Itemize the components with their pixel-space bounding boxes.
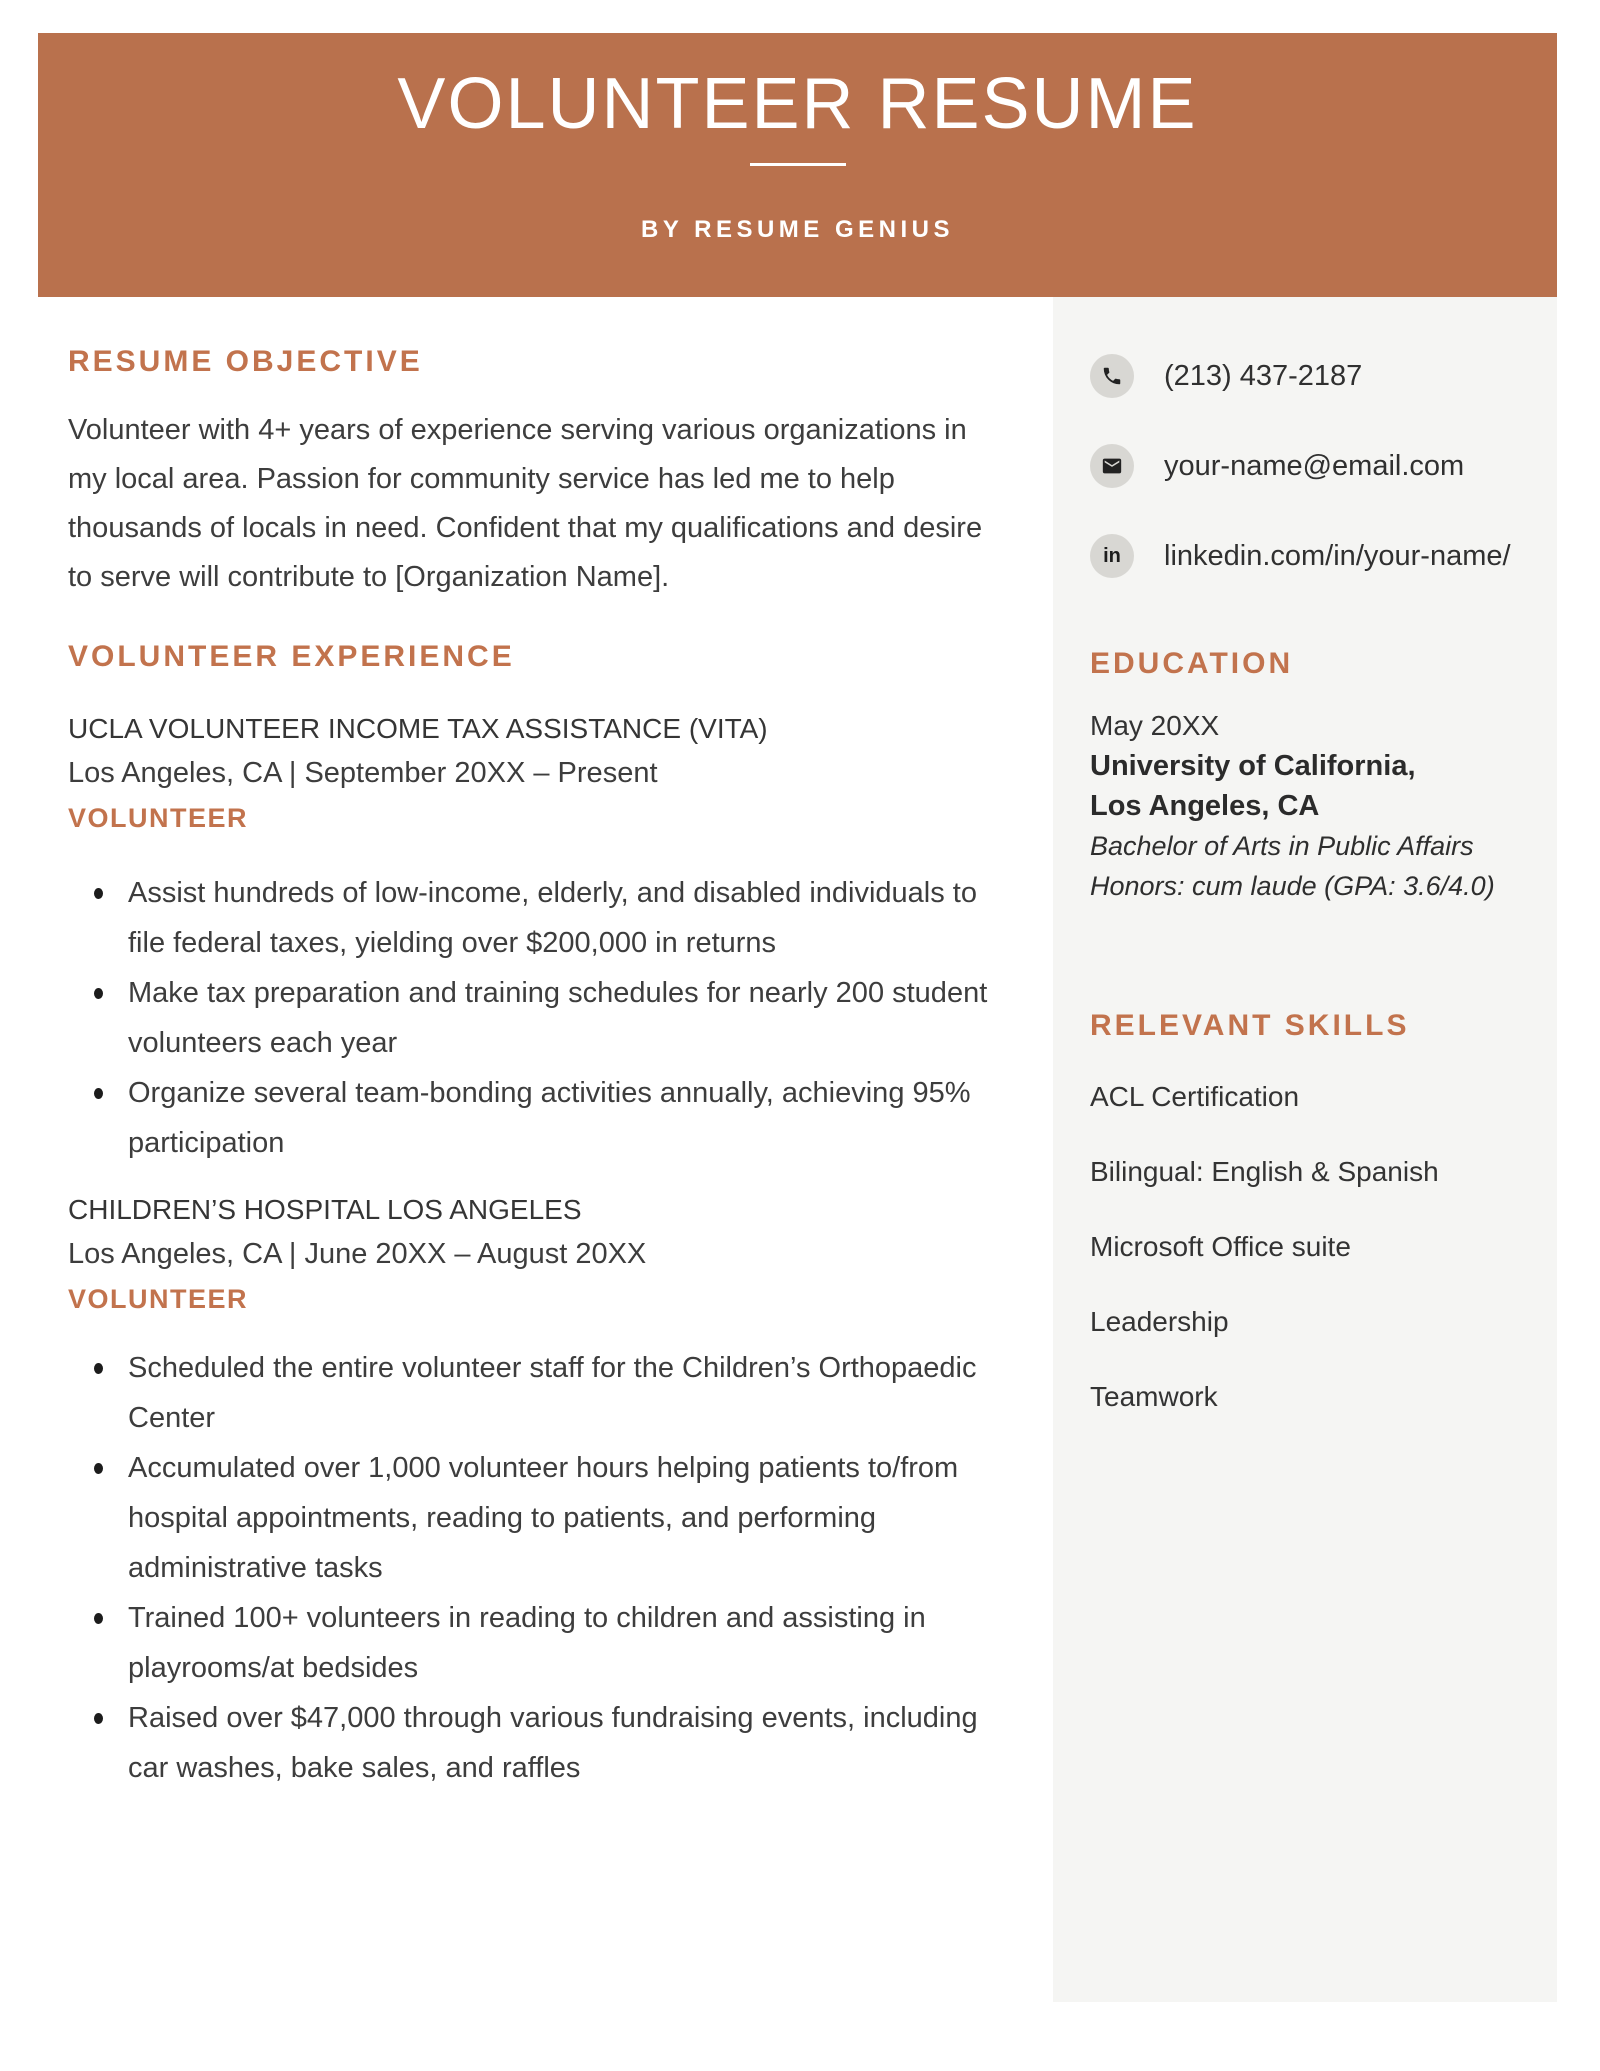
- skill-item: Microsoft Office suite: [1090, 1231, 1351, 1262]
- contact-row-email: [1090, 444, 1539, 488]
- job1-bullet-list: [68, 868, 1013, 1168]
- linkedin-icon: in: [1090, 534, 1134, 578]
- page-subtitle: BY RESUME GENIUS: [641, 216, 954, 243]
- bullet-item: Raised over $47,000 through various fundraising events, including car washes, bake sales, and raffles: [68, 1693, 1013, 1793]
- education-block: [1090, 706, 1539, 906]
- skill-item: ACL Certification: [1090, 1081, 1300, 1112]
- job-entry-2: [68, 1187, 1013, 1793]
- education-date: May 20XX: [1090, 710, 1220, 741]
- education-degree: Bachelor of Arts in Public Affairs: [1090, 831, 1474, 861]
- education-honors: Honors: cum laude (GPA: 3.6/4.0): [1090, 871, 1495, 901]
- skills-list: [1090, 1079, 1539, 1415]
- job2-role: VOLUNTEER: [68, 1284, 249, 1314]
- education-school-line1: University of California,: [1090, 750, 1416, 782]
- job-entry-1: [68, 706, 1013, 1168]
- skill-item: Leadership: [1090, 1306, 1229, 1337]
- job2-organization: CHILDREN’S HOSPITAL LOS ANGELES: [68, 1194, 582, 1225]
- job1-location-dates: Los Angeles, CA | September 20XX – Present: [68, 757, 658, 789]
- contact-row-linkedin: [1090, 534, 1539, 578]
- experience-heading: VOLUNTEER EXPERIENCE: [68, 640, 515, 673]
- bullet-item: Make tax preparation and training schedules for nearly 200 student volunteers each year: [68, 968, 1013, 1068]
- education-heading: EDUCATION: [1090, 647, 1294, 680]
- job1-role: VOLUNTEER: [68, 803, 249, 833]
- contact-row-phone: [1090, 354, 1539, 398]
- bullet-item: Organize several team-bonding activities annually, achieving 95% participation: [68, 1068, 1013, 1168]
- skills-heading: RELEVANT SKILLS: [1090, 1009, 1410, 1042]
- bullet-item: Assist hundreds of low-income, elderly, and disabled individuals to file federal taxes, yielding over $200,000 in returns: [68, 868, 1013, 968]
- main-column: [68, 297, 1013, 1793]
- bullet-item: Accumulated over 1,000 volunteer hours helping patients to/from hospital appointments, reading to patients, and performing administrative tasks: [68, 1443, 1013, 1593]
- title-divider: [750, 163, 846, 166]
- page-title: VOLUNTEER RESUME: [397, 64, 1198, 144]
- banner: [38, 33, 1557, 297]
- sidebar: [1053, 297, 1557, 2002]
- bullet-item: Trained 100+ volunteers in reading to children and assisting in playrooms/at bedsides: [68, 1593, 1013, 1693]
- job2-bullet-list: [68, 1343, 1013, 1793]
- linkedin-url: linkedin.com/in/your-name/: [1164, 539, 1511, 572]
- phone-icon: [1090, 354, 1134, 398]
- education-school-line2: Los Angeles, CA: [1090, 790, 1320, 822]
- email-icon: [1090, 444, 1134, 488]
- skill-item: Bilingual: English & Spanish: [1090, 1156, 1439, 1187]
- job1-organization: UCLA VOLUNTEER INCOME TAX ASSISTANCE (VITA): [68, 713, 768, 744]
- bullet-item: Scheduled the entire volunteer staff for the Children’s Orthopaedic Center: [68, 1343, 1013, 1443]
- email-address: your-name@email.com: [1164, 449, 1465, 482]
- job2-location-dates: Los Angeles, CA | June 20XX – August 20XX: [68, 1238, 647, 1270]
- skill-item: Teamwork: [1090, 1381, 1218, 1412]
- objective-text: Volunteer with 4+ years of experience serving various organizations in my local area. Passion for community service has led me to help thousands of locals in need. Confident that my qualifications and desire to serve will contribute to [Organization Name].: [68, 414, 983, 593]
- phone-number: (213) 437-2187: [1164, 359, 1363, 392]
- objective-heading: RESUME OBJECTIVE: [68, 345, 423, 378]
